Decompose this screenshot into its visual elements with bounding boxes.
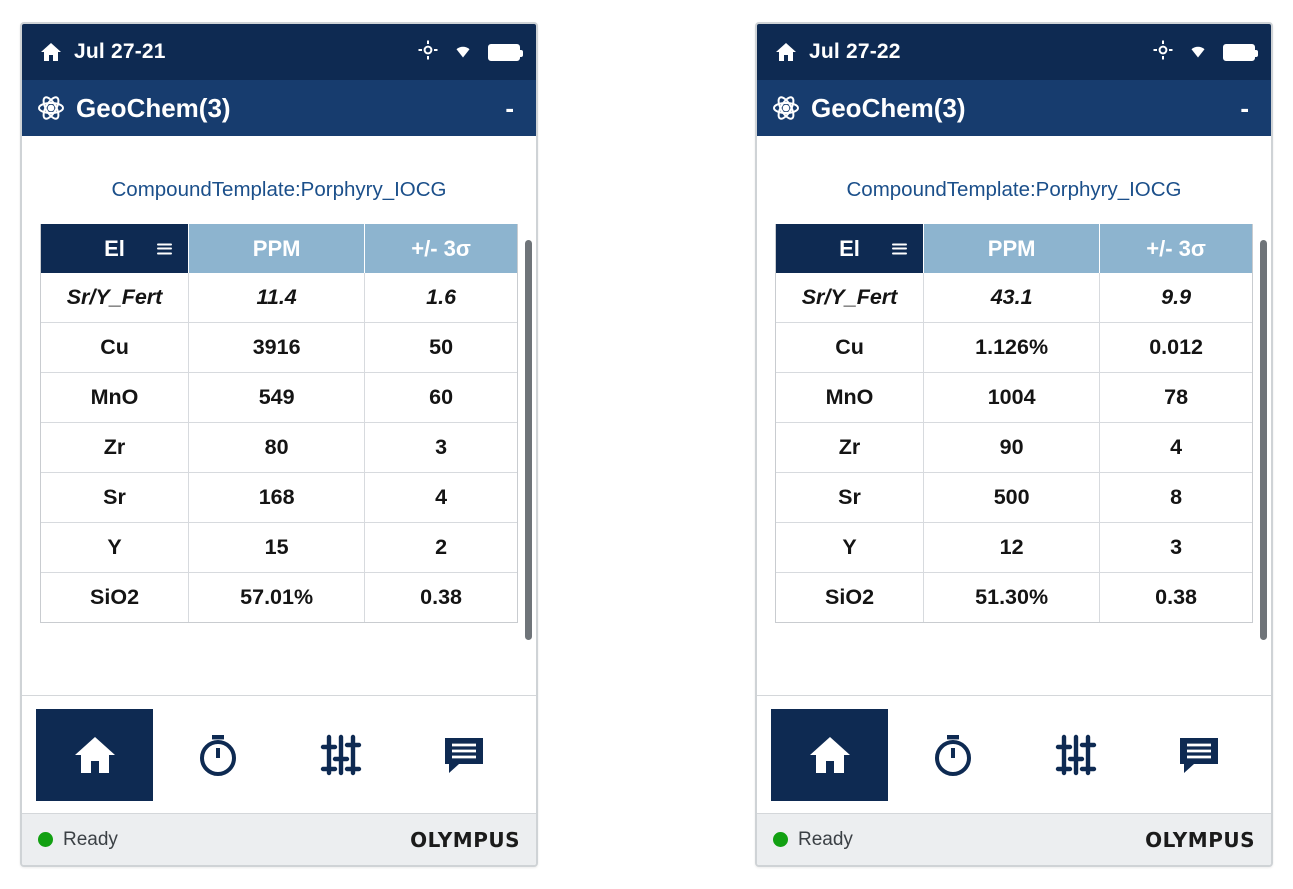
compound-template-label: CompoundTemplate:Porphyry_IOCG — [111, 178, 447, 201]
bottom-nav-bar — [22, 695, 536, 813]
nav-results-button[interactable] — [1140, 709, 1257, 801]
column-header-ppm[interactable]: PPM — [924, 224, 1100, 273]
cell-error: 3 — [1100, 523, 1252, 573]
app-title: GeoChem(3) — [76, 92, 231, 123]
cell-error: 60 — [365, 373, 517, 423]
status-indicator-dot — [773, 832, 788, 847]
results-table-body — [776, 273, 1252, 622]
table-row[interactable] — [776, 373, 1252, 423]
cell-value: 12 — [924, 523, 1100, 573]
gps-icon — [418, 40, 438, 65]
table-row[interactable] — [41, 273, 517, 323]
app-title: GeoChem(3) — [811, 92, 966, 123]
cell-error: 8 — [1100, 473, 1252, 523]
status-footer — [757, 813, 1271, 865]
cell-element: SiO2 — [41, 573, 189, 623]
cell-error: 3 — [365, 423, 517, 473]
table-row[interactable] — [41, 473, 517, 523]
status-label: Ready — [798, 828, 853, 850]
nav-settings-button[interactable] — [282, 709, 399, 801]
cell-value: 57.01% — [189, 573, 365, 623]
brand-logo: OLYMPUS — [410, 827, 520, 852]
table-row[interactable] — [776, 323, 1252, 373]
cell-value: 3916 — [189, 323, 365, 373]
column-header-error[interactable]: +/- 3σ — [1100, 224, 1252, 273]
status-icons — [1153, 40, 1255, 65]
atom-icon — [36, 93, 66, 123]
status-footer — [22, 813, 536, 865]
results-scrollbar[interactable] — [1260, 240, 1267, 640]
home-icon[interactable] — [38, 39, 64, 65]
cell-value: 51.30% — [924, 573, 1100, 623]
table-header-row — [41, 224, 517, 273]
table-row[interactable] — [776, 473, 1252, 523]
table-row[interactable] — [776, 573, 1252, 623]
nav-home-button[interactable] — [36, 709, 153, 801]
cell-error: 78 — [1100, 373, 1252, 423]
home-icon[interactable] — [773, 39, 799, 65]
results-table — [41, 224, 517, 622]
table-row[interactable] — [41, 373, 517, 423]
brand-logo: OLYMPUS — [1145, 827, 1255, 852]
column-resize-grip-icon[interactable] — [892, 243, 907, 254]
column-header-ppm[interactable]: PPM — [189, 224, 365, 273]
minimize-button[interactable]: - — [1240, 92, 1249, 123]
device-panel-right — [755, 22, 1273, 867]
nav-timer-button[interactable] — [894, 709, 1011, 801]
table-header-row — [776, 224, 1252, 273]
cell-error: 4 — [365, 473, 517, 523]
cell-error: 1.6 — [365, 273, 517, 323]
column-header-element-label: El — [839, 235, 860, 261]
cell-element: SiO2 — [776, 573, 924, 623]
column-header-element[interactable] — [776, 224, 924, 273]
cell-element: Zr — [776, 423, 924, 473]
table-row[interactable] — [776, 523, 1252, 573]
table-row[interactable] — [41, 523, 517, 573]
results-table — [776, 224, 1252, 622]
cell-error: 2 — [365, 523, 517, 573]
cell-value: 90 — [924, 423, 1100, 473]
bottom-nav-bar — [757, 695, 1271, 813]
column-header-element[interactable] — [41, 224, 189, 273]
cell-value: 168 — [189, 473, 365, 523]
app-title-bar — [757, 80, 1271, 136]
status-bar — [22, 24, 536, 80]
cell-value: 500 — [924, 473, 1100, 523]
cell-element: Sr — [776, 473, 924, 523]
table-row[interactable] — [41, 323, 517, 373]
main-content — [22, 136, 536, 695]
cell-element: Sr — [41, 473, 189, 523]
table-row[interactable] — [41, 423, 517, 473]
cell-value: 549 — [189, 373, 365, 423]
compound-template-label: CompoundTemplate:Porphyry_IOCG — [846, 178, 1182, 201]
battery-icon — [1223, 44, 1255, 61]
cell-error: 0.012 — [1100, 323, 1252, 373]
cell-element: Cu — [776, 323, 924, 373]
gps-icon — [1153, 40, 1173, 65]
status-indicator-dot — [38, 832, 53, 847]
results-table-wrap — [40, 224, 518, 623]
table-row[interactable] — [41, 573, 517, 623]
cell-element: MnO — [41, 373, 189, 423]
cell-element: Zr — [41, 423, 189, 473]
cell-value: 80 — [189, 423, 365, 473]
cell-element: Y — [41, 523, 189, 573]
status-date: Jul 27-21 — [74, 40, 166, 63]
nav-timer-button[interactable] — [159, 709, 276, 801]
results-scrollbar[interactable] — [525, 240, 532, 640]
cell-error: 0.38 — [1100, 573, 1252, 623]
results-table-body — [41, 273, 517, 622]
cell-element: Y — [776, 523, 924, 573]
table-row[interactable] — [776, 273, 1252, 323]
results-table-wrap — [775, 224, 1253, 623]
cell-error: 9.9 — [1100, 273, 1252, 323]
cell-value: 1004 — [924, 373, 1100, 423]
cell-value: 1.126% — [924, 323, 1100, 373]
nav-settings-button[interactable] — [1017, 709, 1134, 801]
cell-element: Sr/Y_Fert — [41, 273, 189, 323]
cell-element: Sr/Y_Fert — [776, 273, 924, 323]
minimize-button[interactable]: - — [505, 92, 514, 123]
nav-results-button[interactable] — [405, 709, 522, 801]
cell-error: 0.38 — [365, 573, 517, 623]
app-title-bar — [22, 80, 536, 136]
cell-element: Cu — [41, 323, 189, 373]
table-row[interactable] — [776, 423, 1252, 473]
cell-value: 43.1 — [924, 273, 1100, 323]
status-bar — [757, 24, 1271, 80]
column-resize-grip-icon[interactable] — [157, 243, 172, 254]
main-content — [757, 136, 1271, 695]
column-header-element-label: El — [104, 235, 125, 261]
cell-value: 11.4 — [189, 273, 365, 323]
atom-icon — [771, 93, 801, 123]
battery-icon — [488, 44, 520, 61]
cell-element: MnO — [776, 373, 924, 423]
wifi-icon — [451, 40, 475, 64]
wifi-icon — [1186, 40, 1210, 64]
device-panel-left — [20, 22, 538, 867]
cell-error: 4 — [1100, 423, 1252, 473]
cell-error: 50 — [365, 323, 517, 373]
cell-value: 15 — [189, 523, 365, 573]
status-icons — [418, 40, 520, 65]
status-label: Ready — [63, 828, 118, 850]
nav-home-button[interactable] — [771, 709, 888, 801]
results-table-head — [41, 224, 517, 273]
status-date: Jul 27-22 — [809, 40, 901, 63]
column-header-error[interactable]: +/- 3σ — [365, 224, 517, 273]
results-table-head — [776, 224, 1252, 273]
